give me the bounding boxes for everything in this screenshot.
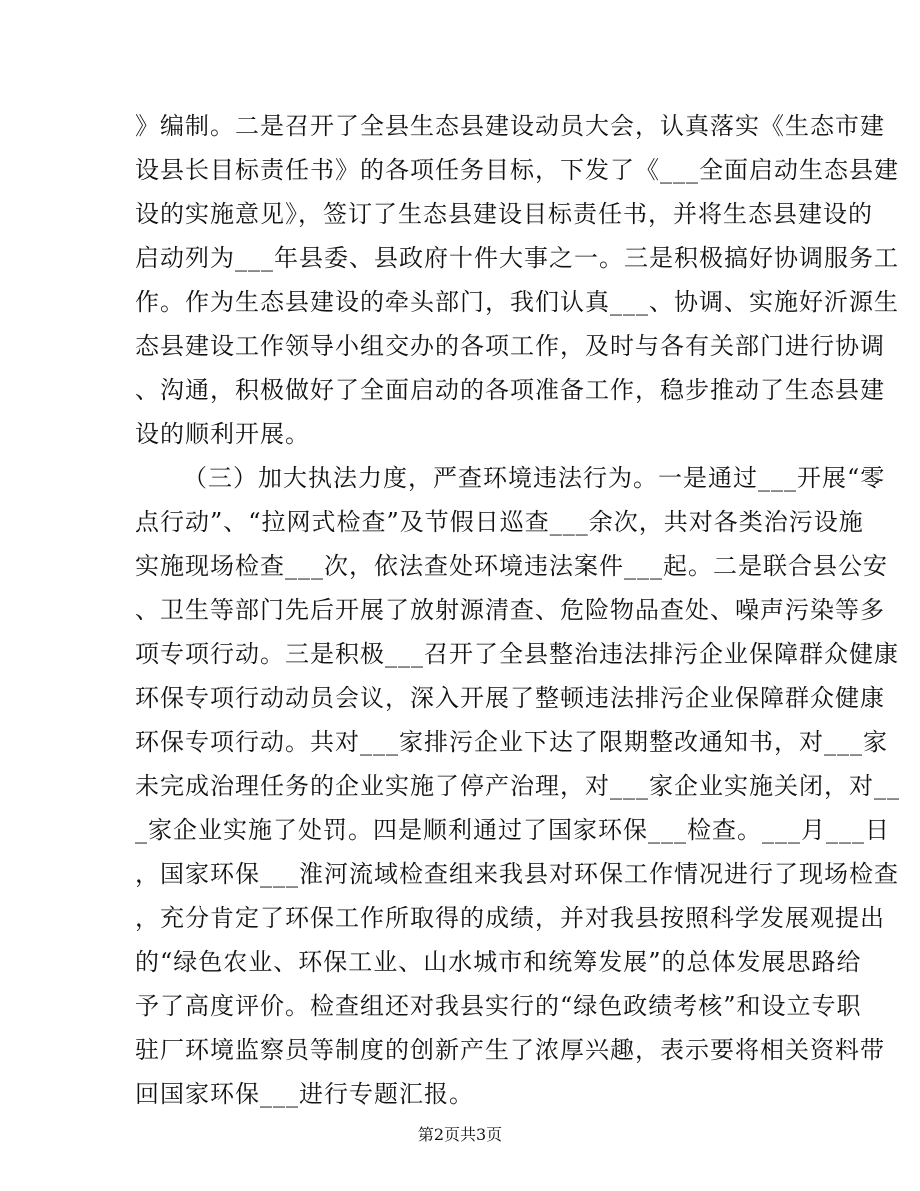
- text-line: 设县长目标责任书》的各项任务目标，下发了《___全面启动生态县建: [135, 156, 899, 184]
- text-line: 驻厂环境监察员等制度的创新产生了浓厚兴趣，表示要将相关资料带: [135, 1036, 885, 1064]
- text-line: 、卫生等部门先后开展了放射源清查、危险物品查处、噪声污染等多: [135, 596, 885, 624]
- text-line: 回国家环保___进行专题汇报。: [135, 1080, 474, 1108]
- text-line: 设的实施意见》，签订了生态县建设目标责任书，并将生态县建设的: [135, 200, 873, 228]
- text-line: （三）加大执法力度，严查环境违法行为。一是通过___开展“零: [183, 464, 886, 492]
- text-line: 、沟通，积极做好了全面启动的各项准备工作，稳步推动了生态县建: [135, 376, 885, 404]
- text-line: 启动列为___年县委、县政府十件大事之一。三是积极搞好协调服务工: [135, 244, 899, 272]
- text-line: 环保专项行动。共对___家排污企业下达了限期整改通知书，对___家: [135, 728, 888, 756]
- text-line: 态县建设工作领导小组交办的各项工作，及时与各有关部门进行协调: [135, 332, 885, 360]
- text-line: 》编制。二是召开了全县生态县建设动员大会，认真落实《生态市建: [135, 112, 885, 140]
- paragraph-1: [135, 104, 899, 456]
- text-line: _家企业实施了处罚。四是顺利通过了国家环保___检查。___月___日: [135, 816, 890, 844]
- text-line: 予了高度评价。检查组还对我县实行的“绿色政绩考核”和设立专职: [135, 992, 862, 1020]
- text-line: ，充分肯定了环保工作所取得的成绩，并对我县按照科学发展观提出: [135, 904, 885, 932]
- text-line: 设的顺利开展。: [135, 420, 310, 448]
- text-line: 作。作为生态县建设的牵头部门，我们认真___、协调、实施好沂源生: [135, 288, 899, 316]
- text-line: 环保专项行动动员会议，深入开展了整顿违法排污企业保障群众健康: [135, 684, 885, 712]
- page-number: 第2页共3页: [417, 1125, 503, 1144]
- text-line: 点行动”、“拉网式检查”及节假日巡查___余次，共对各类治污设施: [135, 508, 864, 536]
- text-line: ，国家环保___淮河流域检查组来我县对环保工作情况进行了现场检查: [135, 860, 899, 888]
- text-line: 实施现场检查___次，依法查处环境违法案件___起。二是联合县公安: [135, 552, 888, 580]
- paragraph-2: [135, 456, 900, 1116]
- text-line: 项专项行动。三是积极___召开了全县整治违法排污企业保障群众健康: [135, 640, 899, 668]
- document-body: [135, 104, 900, 1116]
- text-line: 的“绿色农业、环保工业、山水城市和统筹发展”的总体发展思路给: [135, 948, 862, 976]
- text-line: 未完成治理任务的企业实施了停产治理，对___家企业实施关闭，对__: [135, 772, 900, 800]
